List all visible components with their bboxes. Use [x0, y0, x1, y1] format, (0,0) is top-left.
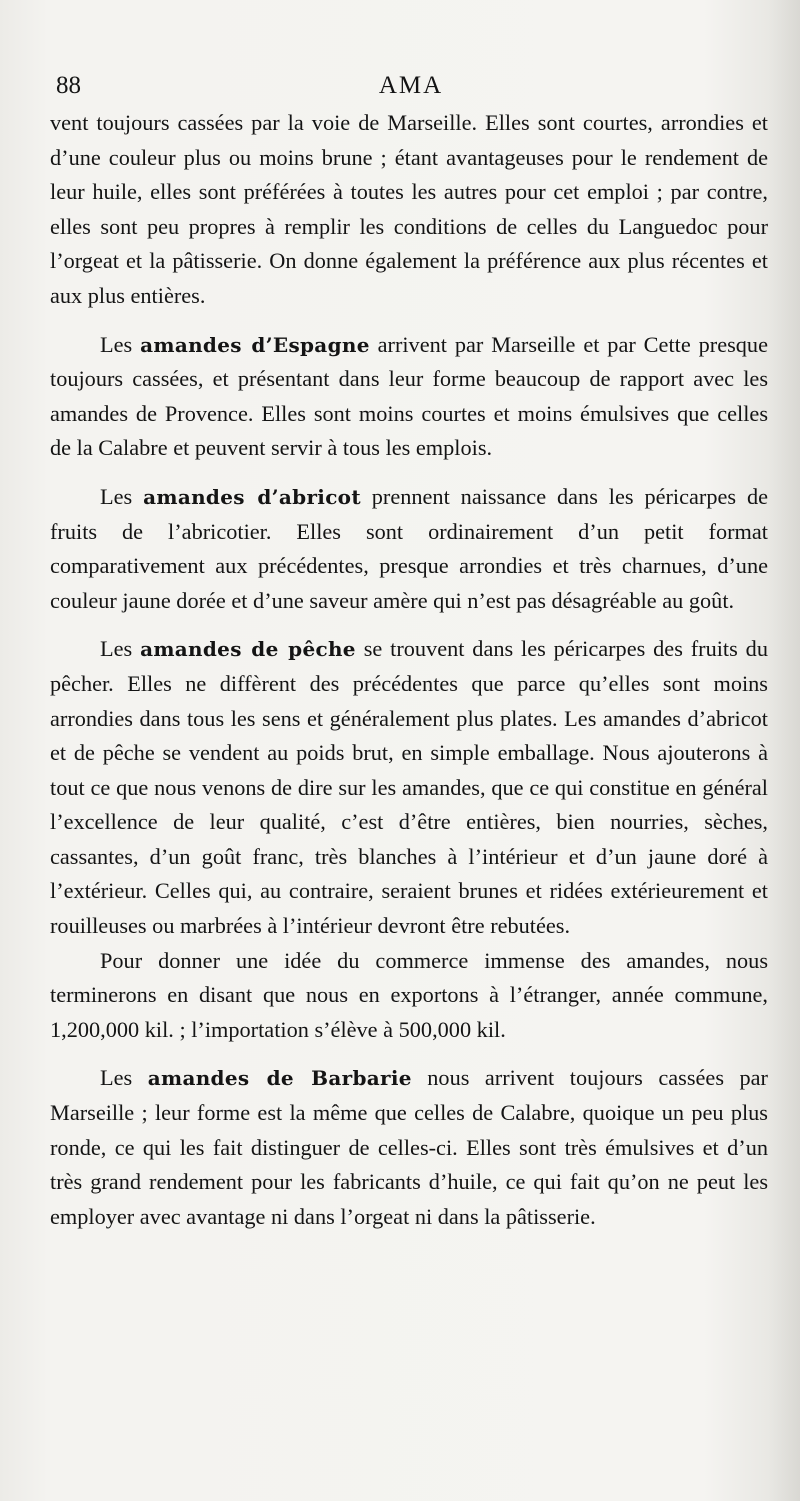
paragraph-lead: Les — [100, 483, 144, 509]
running-head: AMA — [378, 72, 444, 99]
paragraph-text: nous arrivent toujours cassées par Marseille ; leur forme est la même que celles de Calabre, quoique un peu plus ronde, ce qui les fait distinguer de celles-ci. Elles sont très émulsives et d’un très grand rendement pour les fabricants d’huile, ce qui fait qu’on ne peut les employer avec avantage ni dans l’orgeat ni dans la pâtisserie. — [50, 1065, 768, 1229]
term-heading: amandes de Barbarie — [147, 1066, 412, 1091]
paragraph-text: se trouvent dans les péricarpes des fruits du pêcher. Elles ne diffèrent des précédentes que parce qu’elles sont moins arrondies dans tous les sens et généralement plus plates. Les amandes d’abricot et de pêche se vendent au poids brut, en simple emballage. Nous ajouterons à tout ce que nous venons de dire sur les amandes, que ce qui constitue en général l’excellence de leur qualité, c’est d’être entières, bien nourries, sèches, cassantes, d’un goût franc, très blanches à l’intérieur et d’un jaune doré à l’extérieur. Celles qui, au contraire, seraient brunes et ridées extérieurement et rouilleuses ou marbrées à l’intérieur devront être rebutées. — [50, 636, 768, 939]
paragraph-amandes-espagne — [50, 328, 768, 466]
paragraph-amandes-abricot — [50, 480, 768, 618]
body-text — [50, 106, 768, 1234]
paragraph-lead: Les — [100, 1065, 148, 1091]
page-number: 88 — [56, 72, 81, 99]
page-header — [56, 72, 766, 102]
paragraph-text: prennent naissance dans les péricarpes de fruits de l’abricotier. Elles sont ordinairement d’un petit format comparativement aux précédentes, presque arrondies et très charnues, d’une couleur jaune dorée et d’une saveur amère qui n’est pas désagréable au goût. — [50, 483, 768, 613]
paragraph-lead: Les — [100, 331, 141, 357]
paragraph-text: arrivent par Marseille et par Cette presque toujours cassées, et présentant dans leur forme beaucoup de rapport avec les amandes de Provence. Elles sont moins courtes et moins émulsives que celles de la Calabre et peuvent servir à tous les emplois. — [50, 331, 768, 461]
paragraph-amandes-barbarie — [50, 1061, 768, 1234]
term-heading: amandes d’Espagne — [140, 332, 370, 357]
term-heading: amandes de pêche — [140, 637, 356, 662]
paragraph-text: vent toujours cassées par la voie de Marseille. Elles sont courtes, arrondies et d’une couleur plus ou moins brune ; étant avantageuses pour le rendement de leur huile, elles sont préférées à toutes les autres pour cet emploi ; par contre, elles sont peu propres à remplir les conditions de celles du Languedoc pour l’orgeat et la pâtisserie. On donne également la préférence aux plus récentes et aux plus entières. — [50, 110, 768, 308]
paragraph-lead: Les — [100, 636, 141, 662]
term-heading: amandes d’abricot — [143, 484, 361, 509]
paragraph-text: Pour donner une idée du commerce immense des amandes, nous terminerons en disant que nous en exportons à l’étranger, année commune, 1,200,000 kil. ; l’importation s’élève à 500,000 kil. — [50, 947, 768, 1042]
paragraph-commerce — [50, 944, 768, 1048]
paragraph-continuation — [50, 106, 768, 314]
paragraph-amandes-peche — [50, 632, 768, 943]
